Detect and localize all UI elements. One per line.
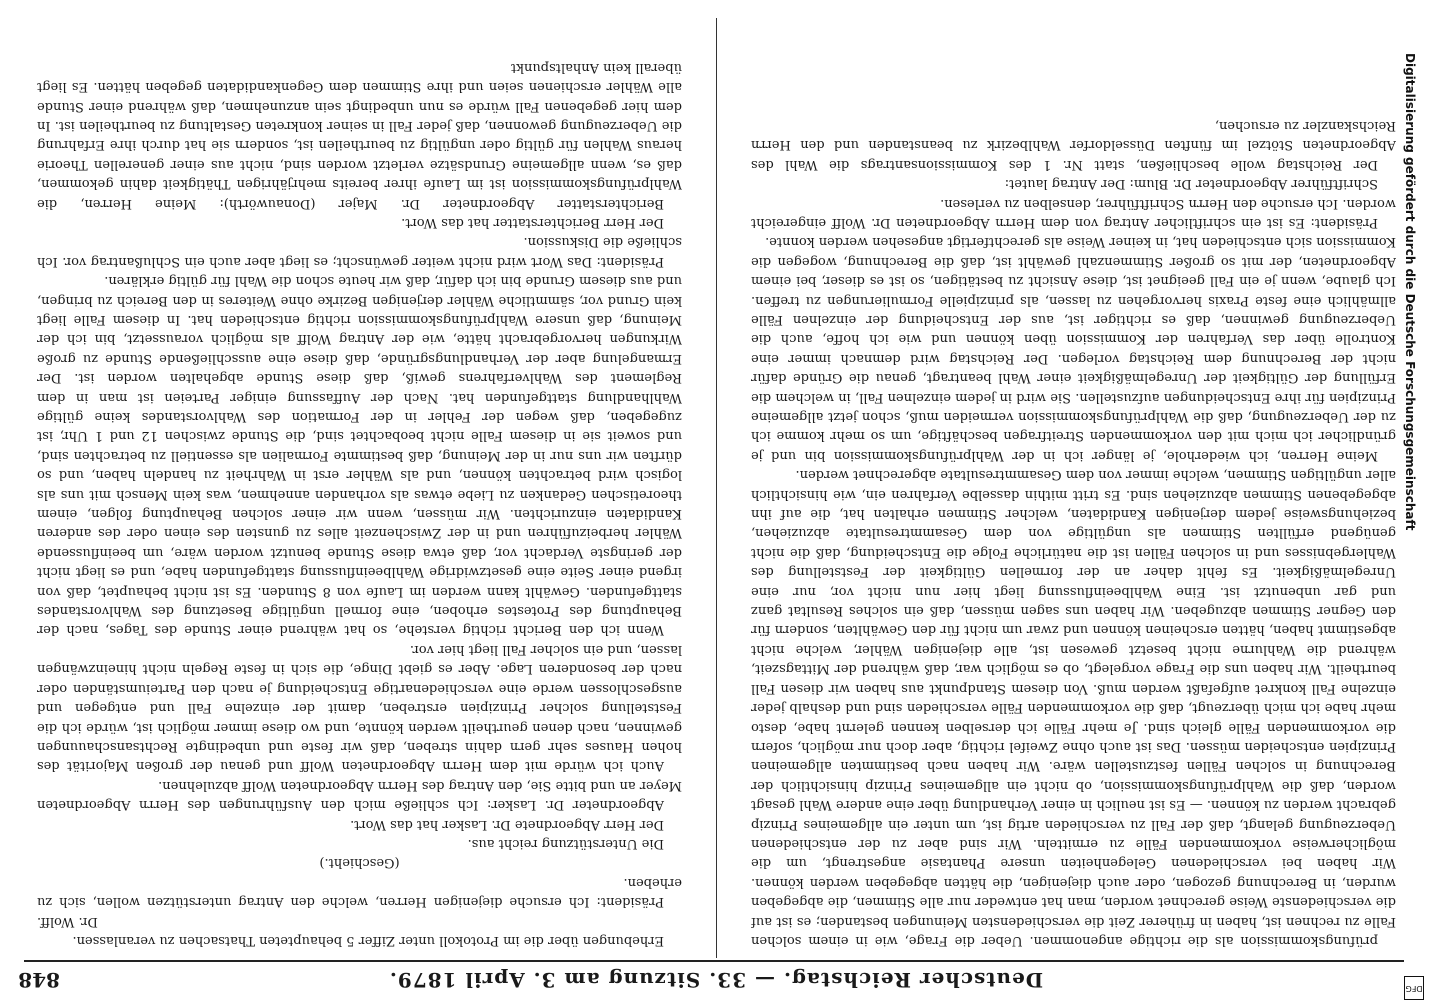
page-title: Deutscher Reichstag. — 33. Sitzung am 3. April 1879. bbox=[388, 968, 1044, 992]
paragraph: Schriftführer Abgeordneter Dr. Blum: Der Antrag lautet: bbox=[1004, 176, 1378, 192]
page-number: 848 bbox=[18, 968, 60, 992]
paragraph: Präsident: Es ist ein schriftlicher Antrag von dem Herrn Abgeordneten Dr. Wolff eingereicht worden. Ich ersuche den Herrn Schriftführer, denselben zu verlesen. bbox=[751, 195, 1396, 230]
credit-text: Digitalisierung gefördert durch die Deutsche Forschungsgemeinschaft bbox=[1403, 53, 1417, 531]
digitization-credit bbox=[1394, 0, 1430, 1000]
paragraph: Auch ich würde mit dem Herrn Abgeordneten Wolff und genau der großen Majorität des hohen Hauses sehr gern dahin streben, daß wir feste und unbedingte Rechtsanschauungen gewinnen, nach denen geurtheilt werden könnte, und wo diese immer möglich ist, würde ich die Feststellung solcher Prinzipien erstreben, damit der einzelne Fall und entgegen und ausgeschlossen werde eine verschiedenartige Entscheidung je nach den Parteiumständen oder nach der besonderen Lage. Aber es giebt Dinge, die sich in feste Regeln nicht hineinzwängen lassen, und ein solcher Fall liegt hier vor. bbox=[37, 641, 682, 774]
paragraph: Erhebungen über die im Protokoll unter Ziffer 5 behaupteten Thatsachen zu veranlassen. bbox=[72, 933, 664, 948]
paragraph: Präsident: Ich ersuche diejenigen Herren, welche den Antrag unterstützen wollen, sich zu erheben. bbox=[37, 874, 682, 910]
right-column bbox=[37, 20, 682, 950]
paragraph: Wenn ich den Bericht richtig verstehe, so hat während einer Stunde des Tages, nach der Behauptung des Protestes erhoben, eine formell ungültige Besetzung des Wahlvorstandes stattgefunden. Gewählt kann werden im Laufe von 8 Stunden. Es ist nicht behauptet, daß von irgend einer Seite eine gesetzwidrige Wahlbeeinflussung stattgefunden habe, und es liegt nicht der geringste Verdacht vor, daß etwa diese Stunde benutzt worden wäre, um beeinflussende Wähler herbeizuführen und in der Zwischenzeit alles zu gunsten des einen oder des anderen Kandidaten einzurichten. Wir müssen, wenn wir einer solchen Behauptung folgen, einem theoretischen Gedanken zu Liebe etwas als vorhanden annehmen, was kein Mensch mit uns als logisch wird betrachten können, und als Wähler erst in Wahrheit zu handeln haben, und so dürften wir uns nur in der Meinung, daß bestimmte Formalien als essentiell zu betrachten sind, und soweit sie in diesem Falle nicht beobachtet sind, die Stunde zwischen 12 und 1 Uhr, ist zugegeben, daß wegen der Fehler in der Formation des Wahlvorstandes keine gültige Wahlhandlung stattgefunden hat. Nach der Auffassung einiger Parteien ist man in dem Reglement des Wahlverfahrens gewiß, daß diese Stunde abgehalten worden ist. Der Ermangelung aber der Verhandlungsgründe, daß diese eine ausschließende Stunde zu große Wirkungen hervorgebracht hätte, wie der Antrag Wolff als möglich voraussetzt, bin ich der Meinung, daß unsere Wahlprüfungskommission richtig entschieden hat. In diesem Falle liegt kein Grund vor, sämmtliche Wähler derjenigen Bezirke ohne Weiteres in den Bereich zu bringen, und aus diesem Grunde bin ich dafür, daß wir heute schon die Wahl für gültig erklären. bbox=[37, 273, 682, 638]
page-header bbox=[0, 960, 1432, 1000]
left-column bbox=[751, 20, 1396, 950]
dfg-logo: DFG bbox=[1404, 976, 1424, 1000]
paragraph: Präsident: Das Wort wird nicht weiter gewünscht; es liegt aber auch ein Schlußantrag vor. Ich schließe die Diskussion. bbox=[37, 234, 682, 269]
header-rule bbox=[24, 960, 1404, 962]
remark: (Geschieht.) bbox=[319, 855, 400, 871]
signature: Dr. Wolff. bbox=[37, 913, 98, 929]
paragraph: Abgeordneter Dr. Lasker: Ich schließe mich den Ausführungen des Herrn Abgeordneten Meyer an und bitte Sie, den Antrag des Herrn Abgeordneten Wolff abzulehnen. bbox=[37, 777, 682, 813]
paragraph: Der Herr Berichterstatter hat das Wort. bbox=[401, 214, 664, 230]
paragraph: Berichterstatter Abgeordneter Dr. Majer (Donauwörth): Meine Herren, die Wahlprüfungskommission ist im Laufe ihrer bereits mehrjährigen Thätigkeit dahin gekommen, daß es, wenn allgemeine Grundsätze verletzt worden sind, nicht aus einer generellen Theorie heraus Wahlen für gültig oder ungültig zu beurtheilen ist, sondern sie hat durch ihre Erfahrung die Ueberzeugung gewonnen, daß jeder Fall in seiner konkreten Gestaltung zu beurtheilen ist. In dem hier gegebenen Fall würde es nun unbedingt sein anzunehmen, daß während einer Stunde alle Wähler erschienen seien und ihre Stimmen dem Gegenkandidaten gegeben hätten. Es liegt überall kein Anhaltspunkt bbox=[37, 59, 682, 211]
paragraph: prüfungskommission als die richtige angenommen. Ueber die Frage, wie in einem solchen Falle zu rechnen ist, haben in früherer Zeit die verschiedensten Meinungen bestanden; es ist auf die verschiedenste Weise gerechnet worden, man hat entweder nur alle Stimmen, die abgegeben wurden, in Berechnung gezogen, oder auch diejenigen, die hätten abgegeben werden können. Wir haben bei verschiedenen Gelegenheiten unsere Phantasie angestrengt, um die möglicherweise vorkommenden Fälle zu ermitteln. Wir sind aber zu der entschiedenen Ueberzeugung gelangt, daß der Fall zu verschieden artig ist, um unter ein allgemeines Prinzip gebracht werden zu können. — Es ist neulich in einer Verhandlung über eine andere Wahl gesagt worden, daß die Wahlprüfungskommission, ob nicht ein allgemeines Prinzip hinsichtlich der Berechnung in solchen Fällen festzustellen wäre. Wir haben nach bestimmten allgemeinen Prinzipien entscheiden müssen. Das ist auch ohne Zweifel richtig, aber doch nur möglich, sofern die vorkommenden Fälle gleich sind. Je mehr Fälle ich derselben kennen gelernt habe, desto mehr habe ich mich überzeugt, daß die vorkommenden Fälle verschieden sind und deshalb jeder einzelne Fall konkret aufgefaßt werden muß. Von diesem Standpunkt aus haben wir diesen Fall beurtheilt. Wir haben uns die Frage vorgelegt, ob es möglich war, daß während der Mittagszeit, während die Wahlurne nicht besetzt gewesen ist, alle diejenigen Wähler, welche nicht abgestimmt haben, hätten erscheinen können und zwar um nicht für den Gewählten, sondern für den Gegner Stimmen abzugeben. Wir haben uns sagen müssen, daß ein solches Resultat ganz und gar unbenutzt ist. Eine Wahlbeeinflussung liegt hier nun nicht vor, nur eine Unregelmäßigkeit. Es fehlt daher an der formellen Gültigkeit der Feststellung des Wahlergebnisses und in solchen Fällen ist die natürliche Folge die Entscheidung, daß die nicht genügend erfüllten Stimmen als ungültige von dem Gesammtresultate abzuziehen, beziehungsweise jedem derjenigen Kandidaten, welcher Stimmen erhalten hat, die auf ihn abgegebenen Stimmen abzuziehen sind. Es tritt mithin dasselbe Verfahren ein, wie hinsichtlich aller ungültigen Stimmen, welche immer von dem Gesammtresultate abgerechnet werden. bbox=[751, 467, 1396, 948]
paragraph: Der Herr Abgeordnete Dr. Lasker hat das Wort. bbox=[350, 816, 664, 832]
paragraph: Meine Herren, ich wiederhole, je länger ich in der Wahlprüfungskommission bin und je gründlicher ich mich mit den vorkommenden Streitfragen beschäftige, um so mehr komme ich zu der Ueberzeugung, daß die Wahlprüfungskommission vermeiden muß, schon jetzt allgemeine Prinzipien für ihre Entscheidungen aufzustellen. Sie wird in jedem einzelnen Fall, in welchem die Erfüllung der Gültigkeit der Unregelmäßigkeit einer Wahl beantragt, genau die Gründe dafür nicht der Berechnung dem Reichstag vorlegen. Der Reichstag wird demnach immer eine Kontrolle über das Verfahren der Kommission üben können und wie ich hoffe, auch die Ueberzeugung gewinnen, daß es richtiger ist, aus der Entscheidung der einzelnen Fälle allmählich eine feste Praxis hervorgehen zu lassen, als prinzipielle Formulierungen zu treffen. Ich glaube, wenn je ein Fall geeignet ist, diese Ansicht zu bestätigen, so ist es dieser, bei einem Abgeordneten, der mit so großer Stimmenzahl gewählt ist, daß die Berechnung, wogegen die Kommission sich entschieden hat, in keiner Weise als gerechtfertigt angesehen werden konnte. bbox=[751, 234, 1396, 463]
paragraph: Der Reichstag wolle beschließen, statt Nr. 1 des Kommissionsantrags die Wahl des Abgeordneten Stötzel im fünften Düsseldorfer Wahlbezirk zu beanstanden und den Herrn Reichskanzler zu ersuchen, bbox=[751, 117, 1396, 172]
paragraph: Die Unterstützung reicht aus. bbox=[467, 835, 664, 851]
column-divider bbox=[716, 18, 717, 958]
